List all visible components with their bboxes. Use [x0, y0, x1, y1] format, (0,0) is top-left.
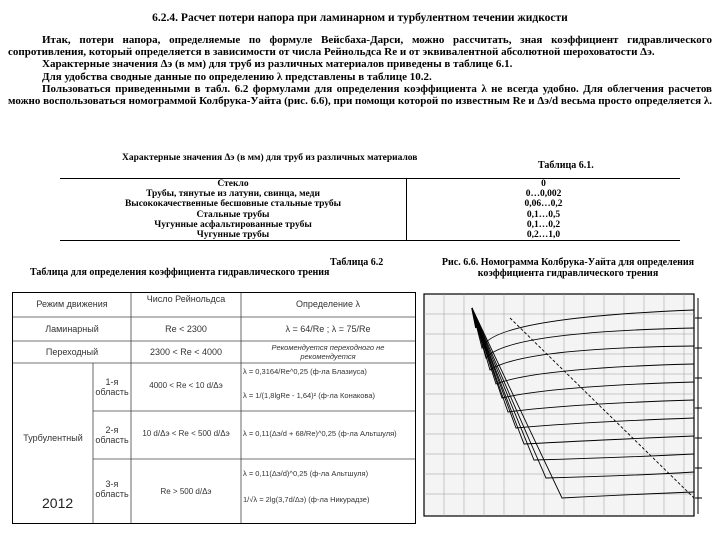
zone1-label: 1-я область	[95, 377, 129, 397]
material-cell: Трубы, тянутые из латуни, свинца, меди	[60, 189, 407, 199]
table-row	[60, 230, 680, 241]
table-row	[60, 210, 680, 220]
material-cell: Стекло	[60, 179, 407, 190]
figure-caption: Рис. 6.6. Номограмма Колбрука-Уайта для определения коэффициента гидравлического трения	[441, 257, 695, 279]
value-cell: 0…0,002	[525, 189, 562, 200]
laminar-mode: Ламинарный	[45, 324, 99, 334]
laminar-re: Re < 2300	[165, 324, 207, 334]
table2-caption: Таблица для определения коэффициента гидравлического трения	[30, 267, 330, 278]
laminar-formula: λ = 64/Re ; λ = 75/Re	[285, 324, 371, 334]
zone1-formula-konakov: λ = 1/(1,8lgRe - 1,64)² (ф-ла Конакова)	[243, 391, 375, 400]
transitional-re: 2300 < Re < 4000	[149, 347, 223, 357]
zone2-formula-altshul: λ = 0,11(Δэ/d + 68/Re)^0,25 (ф-ла Альтшуля)	[243, 429, 397, 438]
zone3-formula-altshul: λ = 0,11(Δэ/d)^0,25 (ф-ла Альтшуля)	[243, 469, 369, 478]
table-row	[60, 199, 680, 209]
transitional-formula: Рекомендуется переходного не рекомендуется	[271, 343, 385, 361]
value-cell: 0,1…0,2	[526, 219, 561, 230]
paragraph-2: Характерные значения Δэ (в мм) для труб из различных материалов приведены в таблице 6.1.	[42, 58, 513, 71]
zone3-formula-nikuradze: 1/√λ = 2lg(3,7d/Δэ) (ф-ла Никурадзе)	[243, 495, 370, 504]
zone2-re: 10 d/Δэ < Re < 500 d/Δэ	[142, 429, 230, 438]
table1-number: Таблица 6.1.	[538, 160, 594, 171]
material-cell: Чугунные асфальтированные трубы	[60, 220, 407, 230]
table-row	[60, 179, 680, 190]
turbulent-mode: Турбулентный	[23, 433, 83, 443]
section-title: 6.2.4. Расчет потери напора при ламинарном и турбулентном течении жидкости	[152, 12, 568, 24]
table2-number: Таблица 6.2	[330, 257, 384, 268]
header-definition: Определение λ	[296, 299, 360, 309]
friction-table	[12, 292, 416, 524]
table-row	[60, 189, 680, 199]
year-label: 2012	[42, 495, 74, 511]
table1-caption: Характерные значения Δэ (в мм) для труб из различных материалов	[122, 153, 418, 163]
roughness-table	[60, 178, 680, 241]
zone3-re: Re > 500 d/Δэ	[160, 487, 212, 496]
zone3-label: 3-я область	[95, 479, 129, 499]
body-text	[8, 34, 712, 107]
paragraph-4: Пользоваться приведенными в табл. 6.2 формулами для определения коэффициента λ не всегда удобно. Для облегчения расчетов можно воспользоваться номограммой Колбрука-Уайта (рис. 6.6), при помощи которой по известным Re и Δэ/d весьма просто определяется λ.	[8, 82, 712, 108]
zone2-label: 2-я область	[95, 425, 129, 445]
paragraph-3: Для удобства сводные данные по определению λ представлены в таблице 10.2.	[42, 70, 432, 83]
header-mode: Режим движения	[36, 299, 108, 309]
zone1-re: 4000 < Re < 10 d/Δэ	[149, 381, 223, 390]
table-row	[60, 220, 680, 230]
material-cell: Высококачественные бесшовные стальные трубы	[60, 199, 407, 209]
zone1-formula-blasius: λ = 0,3164/Re^0,25 (ф-ла Блазиуса)	[243, 367, 367, 376]
value-cell: 0,2…1,0	[407, 230, 681, 241]
paragraph-1: Итак, потери напора, определяемые по формуле Вейсбаха-Дарси, можно рассчитать, зная коэффициент гидравлического сопротивления, который определяется в зависимости от числа Рейнольдса Re и от эквивалентной абсолютной шероховатости Δэ.	[8, 34, 712, 59]
material-cell: Чугунные трубы	[60, 230, 407, 241]
colebrook-nomogram	[412, 288, 712, 524]
transitional-mode: Переходный	[45, 347, 99, 357]
value-cell: 0,1…0,5	[526, 209, 561, 220]
value-cell: 0	[407, 179, 681, 190]
header-reynolds: Число Рейнольдса	[146, 294, 226, 304]
material-cell: Стальные трубы	[60, 210, 407, 220]
value-cell: 0,06…0,2	[524, 199, 563, 210]
